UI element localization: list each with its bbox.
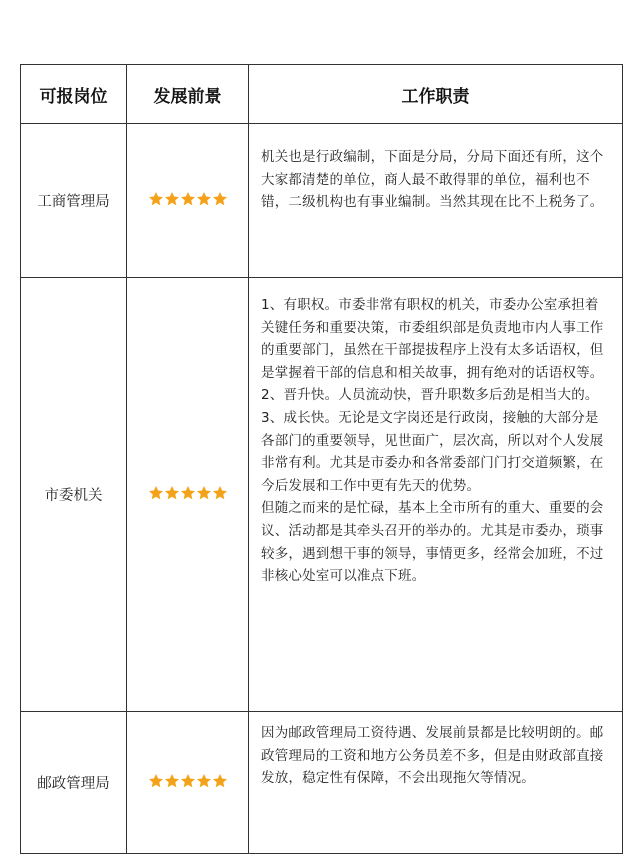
duties-cell bbox=[249, 712, 623, 854]
duty-paragraph: 3、成长快。无论是文字岗还是行政岗，接触的大部分是各部门的重要领导，见世面广，层次高，所以对个人发展非常有利。尤其是市委办和各常委部门门打交道频繁，在今后发展和工作中更有先天的优势。 bbox=[261, 409, 604, 494]
star-rating bbox=[148, 773, 228, 789]
header-outlook: 发展前景 bbox=[127, 65, 249, 124]
positions-table bbox=[20, 64, 623, 854]
star-icon bbox=[196, 191, 212, 207]
star-icon bbox=[164, 485, 180, 501]
duty-paragraph: 因为邮政管理局工资待遇、发展前景都是比较明朗的。邮政管理局的工资和地方公务员差不多，但是由财政部直接发放，稳定性有保障，不会出现拖欠等情况。 bbox=[261, 725, 604, 787]
rating-cell bbox=[127, 124, 249, 278]
duty-paragraph: 但随之而来的是忙碌，基本上全市所有的重大、重要的会议、活动都是其牵头召开的举办的。尤其是市委办，琐事较多，遇到想干事的领导，事情更多，经常会加班，不过非核心处室可以准点下班。 bbox=[261, 500, 604, 585]
header-position: 可报岗位 bbox=[21, 65, 127, 124]
star-icon bbox=[212, 773, 228, 789]
star-icon bbox=[148, 773, 164, 789]
star-icon bbox=[148, 191, 164, 207]
position-cell: 邮政管理局 bbox=[21, 712, 127, 854]
star-icon bbox=[148, 485, 164, 501]
rating-cell bbox=[127, 278, 249, 712]
star-rating bbox=[148, 191, 228, 207]
position-cell: 工商管理局 bbox=[21, 124, 127, 278]
duty-paragraph: 1、有职权。市委非常有职权的机关，市委办公室承担着关键任务和重要决策，市委组织部是负责地市内人事工作的重要部门，虽然在干部提拔程序上没有太多话语权，但是掌握着干部的信息和相关故事，拥有绝对的话语权等。 bbox=[261, 297, 604, 381]
duty-paragraph: 2、晋升快。人员流动快，晋升职数多后劲是相当大的。 bbox=[261, 387, 599, 404]
star-rating bbox=[148, 485, 228, 501]
header-duties: 工作职责 bbox=[249, 65, 623, 124]
table-row bbox=[21, 712, 623, 854]
rating-cell bbox=[127, 712, 249, 854]
star-icon bbox=[164, 191, 180, 207]
star-icon bbox=[196, 773, 212, 789]
position-cell: 市委机关 bbox=[21, 278, 127, 712]
star-icon bbox=[212, 485, 228, 501]
star-icon bbox=[164, 773, 180, 789]
star-icon bbox=[180, 485, 196, 501]
table-row bbox=[21, 124, 623, 278]
star-icon bbox=[212, 191, 228, 207]
star-icon bbox=[180, 191, 196, 207]
duties-cell bbox=[249, 124, 623, 278]
table-row bbox=[21, 278, 623, 712]
star-icon bbox=[180, 773, 196, 789]
header-row bbox=[21, 65, 623, 124]
star-icon bbox=[196, 485, 212, 501]
duty-paragraph: 机关也是行政编制，下面是分局，分局下面还有所，这个大家都清楚的单位，商人最不敢得罪的单位，福利也不错，二级机构也有事业编制。当然其现在比不上税务了。 bbox=[261, 149, 604, 211]
duties-cell bbox=[249, 278, 623, 712]
